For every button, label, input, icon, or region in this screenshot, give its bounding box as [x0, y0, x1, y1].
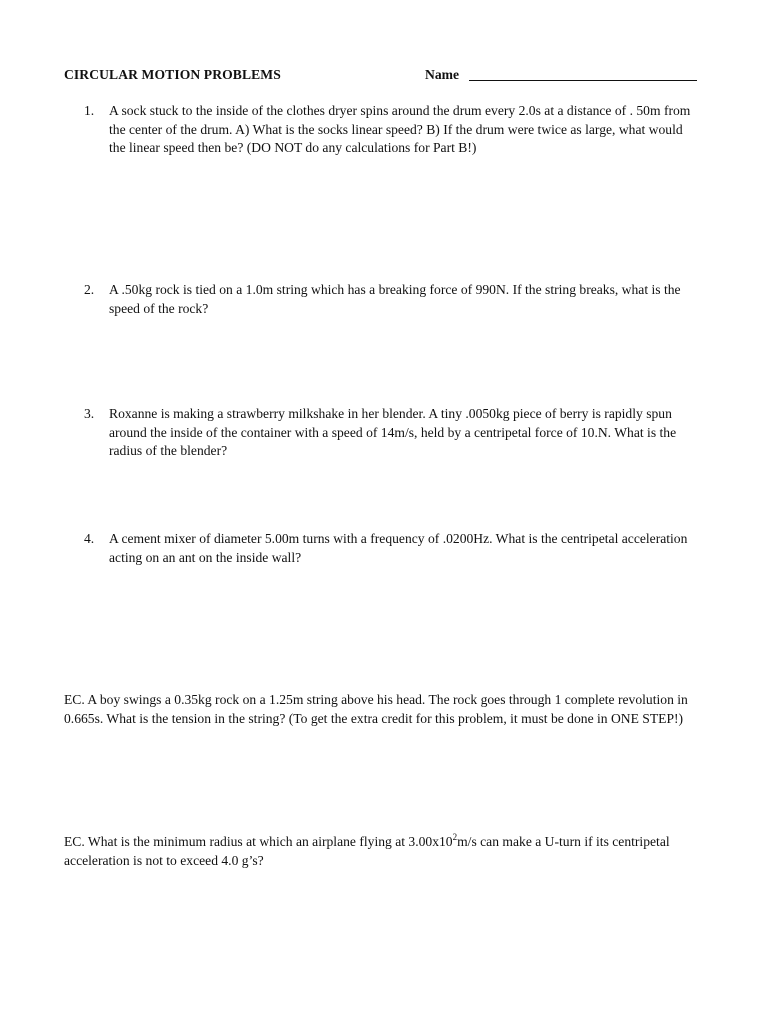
question-text: Roxanne is making a strawberry milkshake in her blender. A tiny .0050kg piece of berry is rapidly spun around the inside of the container with a speed of 14m/s, held by a centripetal force of 10.N. What is the radius of the blender? [109, 406, 677, 458]
name-label: Name [425, 67, 459, 82]
name-blank-line [469, 80, 697, 81]
question-1 [84, 102, 704, 158]
question-number: 2. [84, 282, 95, 297]
extra-credit-text-end: m/s can make a U-turn if its centripetal acceleration is not to exceed 4.0 g’s? [64, 834, 670, 868]
question-number: 4. [84, 531, 95, 546]
extra-credit-1: EC. A boy swings a 0.35kg rock on a 1.25m string above his head. The rock goes through 1 complete revolution in 0.665s. What is the tension in the string? (To get the extra credit for this problem, it must be done in ONE STEP!) [64, 692, 688, 726]
extra-credit-text-start: EC. What is the minimum radius at which an airplane flying at 3.00x10 [64, 834, 453, 849]
question-4 [84, 530, 704, 567]
question-number: 1. [84, 103, 95, 118]
extra-credit-2 [64, 833, 714, 870]
question-text: A cement mixer of diameter 5.00m turns with a frequency of .0200Hz. What is the centripetal acceleration acting on an ant on the inside wall? [109, 531, 688, 565]
question-text: A .50kg rock is tied on a 1.0m string which has a breaking force of 990N. If the string breaks, what is the speed of the rock? [109, 282, 681, 316]
exponent: 2 [452, 832, 458, 842]
question-number: 3. [84, 406, 95, 421]
worksheet-header [64, 66, 704, 86]
question-text: A sock stuck to the inside of the clothes dryer spins around the drum every 2.0s at a distance of . 50m from the center of the drum. A) What is the socks linear speed? B) If the drum were twice as large, what would the linear speed then be? (DO NOT do any calculations for Part B!) [109, 103, 691, 155]
question-2 [84, 281, 704, 318]
page-title: CIRCULAR MOTION PROBLEMS [64, 67, 281, 82]
question-3 [84, 405, 704, 461]
